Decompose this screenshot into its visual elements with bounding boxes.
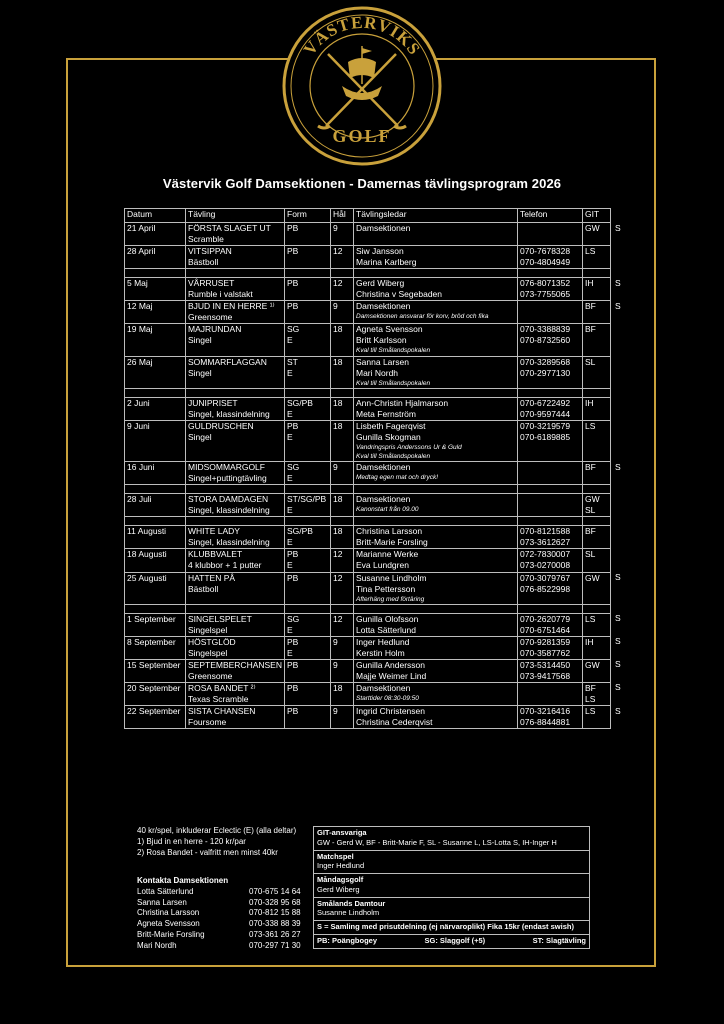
- contact-name: Mari Nordh: [137, 940, 177, 950]
- page-title: Västervik Golf Damsektionen - Damernas tävlingsprogram 2026: [162, 176, 562, 191]
- competition-cell: ROSA BANDET ²⁾ Texas Scramble: [186, 682, 285, 705]
- table-row: [125, 526, 624, 549]
- date-cell: 12 Maj: [125, 301, 186, 324]
- form-cell: PB: [285, 278, 331, 301]
- leader-cell: Gunilla Andersson Majje Weimer Lind: [354, 659, 518, 682]
- phone-cell: 073-5314450 073-9417568: [518, 659, 583, 682]
- competition-cell: HATTEN PÅ Bästboll: [186, 572, 285, 604]
- separator-cell: [186, 517, 285, 526]
- contact-row: [137, 887, 301, 898]
- samling-marker: [611, 526, 624, 549]
- abbr-st: ST: Slagtävling: [532, 935, 586, 945]
- competition-cell: JUNIPRISET Singel, klassindelning: [186, 397, 285, 420]
- date-cell: 26 Maj: [125, 356, 186, 388]
- samling-marker: S: [615, 222, 621, 233]
- separator-cell: [125, 485, 186, 494]
- date-cell: 9 Juni: [125, 420, 186, 461]
- contact-phone: 070-297 71 30: [249, 940, 301, 950]
- contact-row: [137, 941, 301, 952]
- phone-cell: 070-6722492 070-9597444: [518, 397, 583, 420]
- leader-note: Kanonstart från 09.00: [356, 506, 419, 514]
- header-holes: Hål: [331, 209, 354, 223]
- leader-note: Kval till Smålandspokalen: [356, 379, 431, 387]
- date-cell: 16 Juni: [125, 462, 186, 485]
- samling-marker: [611, 246, 624, 269]
- header-phone: Telefon: [518, 209, 583, 223]
- table-row: [125, 397, 624, 420]
- leader-cell: Agneta Svensson Britt Karlsson Kval till Smålandspokalen: [354, 324, 518, 356]
- table-header-row: [125, 209, 624, 223]
- separator-cell: [331, 269, 354, 278]
- leader-note: Vandringspris Anderssons Ur & Guld: [356, 443, 462, 451]
- leader-cell: Damsektionen Starttider 08:30-09:50: [354, 682, 518, 705]
- header-date: Datum: [125, 209, 186, 223]
- matchspel-block: [314, 851, 589, 875]
- samling-marker: S: [615, 636, 621, 647]
- separator-cell: [125, 388, 186, 397]
- leader-cell: Gunilla Olofsson Lotta Sätterlund: [354, 613, 518, 636]
- phone-cell: [518, 462, 583, 485]
- leader-cell: Siw Jansson Marina Karlberg: [354, 246, 518, 269]
- phone-cell: 076-8071352 073-7755065: [518, 278, 583, 301]
- contact-phone: 070-675 14 64: [249, 886, 301, 896]
- samling-marker: [611, 397, 624, 420]
- holes-cell: 18: [331, 526, 354, 549]
- competition-cell: MIDSOMMARGOLF Singel+puttingtävling: [186, 462, 285, 485]
- leader-note: Afterhäng med förtäring: [356, 595, 425, 603]
- table-row: [125, 494, 624, 517]
- git-cell: IH: [583, 278, 611, 301]
- mandagsgolf-text: Gerd Wiberg: [317, 884, 360, 894]
- git-cell: IH: [583, 636, 611, 659]
- contact-phone: 070-812 15 88: [249, 908, 301, 918]
- holes-cell: 18: [331, 494, 354, 517]
- form-cell: PB: [285, 223, 331, 246]
- separator-cell: [518, 517, 583, 526]
- competition-cell: SINGELSPELET Singelspel: [186, 613, 285, 636]
- phone-cell: 070-9281359 070-3587762: [518, 636, 583, 659]
- samling-marker: S: [615, 572, 621, 582]
- samling-marker: S: [615, 659, 621, 670]
- table-row: [125, 659, 624, 682]
- git-cell: BF: [583, 301, 611, 324]
- holes-cell: 9: [331, 301, 354, 324]
- leader-cell: Damsektionen Damsektionen ansvarar för korv, bröd och fika: [354, 301, 518, 324]
- holes-cell: 18: [331, 356, 354, 388]
- damtour-text: Susanne Lindholm: [317, 908, 380, 918]
- leader-cell: Susanne Lindholm Tina Pettersson Afterhäng med förtäring: [354, 572, 518, 604]
- form-cell: PB E: [285, 420, 331, 461]
- form-cell: SG E: [285, 613, 331, 636]
- samling-marker: S: [615, 613, 621, 624]
- form-cell: PB: [285, 246, 331, 269]
- form-cell: SG E: [285, 324, 331, 356]
- leader-note: Damsektionen ansvarar för korv, bröd och fika: [356, 313, 489, 321]
- samling-marker: [611, 420, 624, 461]
- git-heading: GIT-ansvariga: [317, 828, 367, 837]
- holes-cell: 9: [331, 636, 354, 659]
- competition-cell: MAJRUNDAN Singel: [186, 324, 285, 356]
- leader-note: Medtag egen mat och dryck!: [356, 474, 439, 482]
- contact-row: [137, 898, 301, 909]
- date-cell: 18 Augusti: [125, 549, 186, 572]
- git-cell: BF: [583, 526, 611, 549]
- samling-marker: [611, 494, 624, 517]
- table-row: [125, 682, 624, 705]
- separator-cell: [285, 388, 331, 397]
- git-cell: GW: [583, 572, 611, 604]
- leader-cell: Damsektionen Kanonstart från 09.00: [354, 494, 518, 517]
- git-cell: SL: [583, 549, 611, 572]
- samling-marker: S: [615, 682, 621, 693]
- git-cell: LS: [583, 706, 611, 729]
- table-row: [125, 636, 624, 659]
- fee-note: 40 kr/spel, inkluderar Eclectic (E) (alla deltar): [137, 826, 297, 835]
- separator-cell: [285, 604, 331, 613]
- date-cell: 5 Maj: [125, 278, 186, 301]
- separator-cell: [186, 269, 285, 278]
- table-row: [125, 549, 624, 572]
- mandagsgolf-heading: Måndagsgolf: [317, 875, 364, 884]
- phone-cell: 070-8121588 073-3612627: [518, 526, 583, 549]
- form-cell: ST/SG/PB E: [285, 494, 331, 517]
- separator-cell: [186, 388, 285, 397]
- table-separator-row: [125, 388, 624, 397]
- separator-cell: [354, 485, 518, 494]
- phone-cell: 070-3388839 070-8732560: [518, 324, 583, 356]
- git-cell: SL: [583, 356, 611, 388]
- phone-cell: 070-3219579 070-6189885: [518, 420, 583, 461]
- competition-cell: KLUBBVALET 4 klubbor + 1 putter: [186, 549, 285, 572]
- leader-cell: Ingrid Christensen Christina Cederqvist: [354, 706, 518, 729]
- contacts-heading: Kontakta Damsektionen: [137, 876, 229, 885]
- table-row: [125, 420, 624, 461]
- holes-cell: 9: [331, 223, 354, 246]
- contact-row: [137, 930, 301, 941]
- git-cell: BF LS: [583, 682, 611, 705]
- info-box: [313, 826, 590, 949]
- separator-cell: [285, 485, 331, 494]
- samling-marker: S: [615, 300, 621, 311]
- git-cell: IH: [583, 397, 611, 420]
- separator-cell: [611, 269, 624, 278]
- contact-phone: 073-361 26 27: [249, 929, 301, 939]
- phone-cell: 070-3216416 076-8844881: [518, 706, 583, 729]
- contact-name: Lotta Sätterlund: [137, 886, 194, 896]
- samling-marker: [611, 549, 624, 572]
- separator-cell: [518, 388, 583, 397]
- leader-cell: Lisbeth Fagerqvist Gunilla Skogman Vandringspris Anderssons Ur & Guld Kval till Smålandspokalen: [354, 420, 518, 461]
- leader-cell: Gerd Wiberg Christina v Segebaden: [354, 278, 518, 301]
- header-competition: Tävling: [186, 209, 285, 223]
- table-row: [125, 278, 624, 301]
- competition-cell: SISTA CHANSEN Foursome: [186, 706, 285, 729]
- abbr-sg: SG: Slaggolf (+5): [424, 935, 486, 945]
- separator-cell: [354, 517, 518, 526]
- table-row: [125, 706, 624, 729]
- table-separator-row: [125, 485, 624, 494]
- competition-cell: FÖRSTA SLAGET UT Scramble: [186, 223, 285, 246]
- leader-cell: Damsektionen: [354, 223, 518, 246]
- separator-cell: [125, 604, 186, 613]
- git-cell: GW: [583, 659, 611, 682]
- phone-cell: 070-3289568 070-2977130: [518, 356, 583, 388]
- git-text: GW - Gerd W, BF - Britt-Marie F, SL - Susanne L, LS-Lotta S, IH-Inger H: [317, 837, 557, 847]
- leader-cell: Marianne Werke Eva Lundgren: [354, 549, 518, 572]
- table-row: [125, 246, 624, 269]
- phone-cell: [518, 301, 583, 324]
- date-cell: 8 September: [125, 636, 186, 659]
- phone-cell: 070-2620779 070-6751464: [518, 613, 583, 636]
- competition-table: [124, 208, 624, 729]
- git-cell: LS: [583, 420, 611, 461]
- fee-note: 2) Rosa Bandet - valfritt men minst 40kr: [137, 847, 278, 857]
- samling-marker: [611, 356, 624, 388]
- table-row: [125, 301, 624, 324]
- contact-phone: 070-328 95 68: [249, 897, 301, 907]
- form-cell: PB: [285, 301, 331, 324]
- date-cell: 28 April: [125, 246, 186, 269]
- form-cell: PB E: [285, 549, 331, 572]
- logo-top-text: VÄSTERVIKS: [299, 12, 425, 59]
- samling-marker: S: [615, 277, 621, 288]
- leader-cell: Inger Hedlund Kerstin Holm: [354, 636, 518, 659]
- table-separator-row: [125, 269, 624, 278]
- date-cell: 22 September: [125, 706, 186, 729]
- table-row: [125, 356, 624, 388]
- separator-cell: [331, 388, 354, 397]
- competition-cell: WHITE LADY Singel, klassindelning: [186, 526, 285, 549]
- date-cell: 11 Augusti: [125, 526, 186, 549]
- separator-cell: [518, 604, 583, 613]
- separator-cell: [518, 485, 583, 494]
- leader-note: Starttider 08:30-09:50: [356, 695, 419, 703]
- table-separator-row: [125, 517, 624, 526]
- git-cell: LS: [583, 246, 611, 269]
- phone-cell: [518, 494, 583, 517]
- separator-cell: [125, 269, 186, 278]
- separator-cell: [354, 604, 518, 613]
- separator-cell: [611, 388, 624, 397]
- matchspel-text: Inger Hedlund: [317, 861, 365, 871]
- abbr-pb: PB: Poängbogey: [317, 935, 378, 945]
- separator-cell: [611, 604, 624, 613]
- form-cell: ST E: [285, 356, 331, 388]
- holes-cell: 12: [331, 278, 354, 301]
- leader-cell: Ann-Christin Hjalmarson Meta Fernström: [354, 397, 518, 420]
- leader-cell: Sanna Larsen Mari Nordh Kval till Smålandspokalen: [354, 356, 518, 388]
- date-cell: 21 April: [125, 223, 186, 246]
- phone-cell: [518, 223, 583, 246]
- separator-cell: [518, 269, 583, 278]
- form-cell: SG/PB E: [285, 526, 331, 549]
- git-cell: GW: [583, 223, 611, 246]
- phone-cell: 070-3079767 076-8522998: [518, 572, 583, 604]
- separator-cell: [583, 604, 611, 613]
- separator-cell: [331, 517, 354, 526]
- contact-name: Sanna Larsen: [137, 897, 187, 907]
- table-separator-row: [125, 604, 624, 613]
- contact-name: Britt-Marie Forsling: [137, 929, 205, 939]
- date-cell: 25 Augusti: [125, 572, 186, 604]
- header-git: GIT: [583, 209, 611, 223]
- damtour-heading: Smålands Damtour: [317, 898, 386, 908]
- leader-note: Kval till Smålandspokalen: [356, 347, 431, 355]
- date-cell: 28 Juli: [125, 494, 186, 517]
- date-cell: 15 September: [125, 659, 186, 682]
- table-row: [125, 462, 624, 485]
- contacts-section: [137, 876, 301, 952]
- competition-cell: SEPTEMBERCHANSEN Greensome: [186, 659, 285, 682]
- competition-cell: STORA DAMDAGEN Singel, klassindelning: [186, 494, 285, 517]
- contact-row: [137, 908, 301, 919]
- separator-cell: [583, 269, 611, 278]
- separator-cell: [331, 604, 354, 613]
- samling-marker: S: [615, 705, 621, 716]
- holes-cell: 12: [331, 549, 354, 572]
- holes-cell: 12: [331, 572, 354, 604]
- form-cell: PB: [285, 572, 331, 604]
- damtour-block: [314, 898, 589, 922]
- separator-cell: [186, 485, 285, 494]
- table-row: [125, 223, 624, 246]
- holes-cell: 18: [331, 397, 354, 420]
- form-cell: PB: [285, 659, 331, 682]
- separator-cell: [285, 269, 331, 278]
- vastervik-golf-logo: [282, 6, 442, 166]
- holes-cell: 18: [331, 682, 354, 705]
- competition-cell: VÅRRUSET Rumble i valstakt: [186, 278, 285, 301]
- competition-cell: HÖSTGLÖD Singelspel: [186, 636, 285, 659]
- mandagsgolf-block: [314, 874, 589, 898]
- separator-cell: [354, 388, 518, 397]
- form-cell: SG/PB E: [285, 397, 331, 420]
- form-cell: SG E: [285, 462, 331, 485]
- table-row: [125, 572, 624, 604]
- abbreviation-block: [314, 935, 589, 948]
- holes-cell: 9: [331, 659, 354, 682]
- matchspel-heading: Matchspel: [317, 851, 354, 861]
- table-row: [125, 613, 624, 636]
- git-cell: BF: [583, 462, 611, 485]
- phone-cell: 070-7678328 070-4804949: [518, 246, 583, 269]
- contact-row: [137, 919, 301, 930]
- holes-cell: 12: [331, 613, 354, 636]
- date-cell: 1 September: [125, 613, 186, 636]
- contact-name: Christina Larsson: [137, 908, 200, 918]
- separator-cell: [611, 517, 624, 526]
- form-cell: PB E: [285, 636, 331, 659]
- separator-cell: [583, 388, 611, 397]
- leader-cell: Christina Larsson Britt-Marie Forsling: [354, 526, 518, 549]
- holes-cell: 9: [331, 706, 354, 729]
- samling-marker: [611, 324, 624, 356]
- separator-cell: [186, 604, 285, 613]
- holes-cell: 18: [331, 420, 354, 461]
- date-cell: 20 September: [125, 682, 186, 705]
- holes-cell: 12: [331, 246, 354, 269]
- phone-cell: [518, 682, 583, 705]
- separator-cell: [354, 269, 518, 278]
- competition-cell: GULDRUSCHEN Singel: [186, 420, 285, 461]
- samling-marker: S: [615, 461, 621, 472]
- separator-cell: [285, 517, 331, 526]
- git-block: [314, 827, 589, 851]
- contact-name: Agneta Svensson: [137, 919, 200, 929]
- table-row: [125, 324, 624, 356]
- git-cell: BF: [583, 324, 611, 356]
- separator-cell: [611, 485, 624, 494]
- leader-cell: Damsektionen Medtag egen mat och dryck!: [354, 462, 518, 485]
- header-form: Form: [285, 209, 331, 223]
- contact-phone: 070-338 88 39: [249, 919, 301, 929]
- holes-cell: 9: [331, 462, 354, 485]
- phone-cell: 072-7830007 073-0270008: [518, 549, 583, 572]
- separator-cell: [583, 485, 611, 494]
- fee-note: 1) Bjud in en herre - 120 kr/par: [137, 836, 246, 846]
- competition-cell: SOMMARFLAGGAN Singel: [186, 356, 285, 388]
- leader-note: Kval till Smålandspokalen: [356, 453, 431, 461]
- logo-bottom-text: GOLF: [332, 126, 392, 146]
- date-cell: 19 Maj: [125, 324, 186, 356]
- fee-notes: [137, 826, 296, 858]
- samling-block: S = Samling med prisutdelning (ej närvaroplikt) Fika 15kr (endast swish): [314, 921, 589, 935]
- git-cell: GW SL: [583, 494, 611, 517]
- separator-cell: [331, 485, 354, 494]
- separator-cell: [583, 517, 611, 526]
- date-cell: 2 Juni: [125, 397, 186, 420]
- git-cell: LS: [583, 613, 611, 636]
- header-leader: Tävlingsledar: [354, 209, 518, 223]
- competition-cell: VITSIPPAN Bästboll: [186, 246, 285, 269]
- competition-cell: BJUD IN EN HERRE ¹⁾ Greensome: [186, 301, 285, 324]
- form-cell: PB: [285, 706, 331, 729]
- form-cell: PB: [285, 682, 331, 705]
- separator-cell: [125, 517, 186, 526]
- holes-cell: 18: [331, 324, 354, 356]
